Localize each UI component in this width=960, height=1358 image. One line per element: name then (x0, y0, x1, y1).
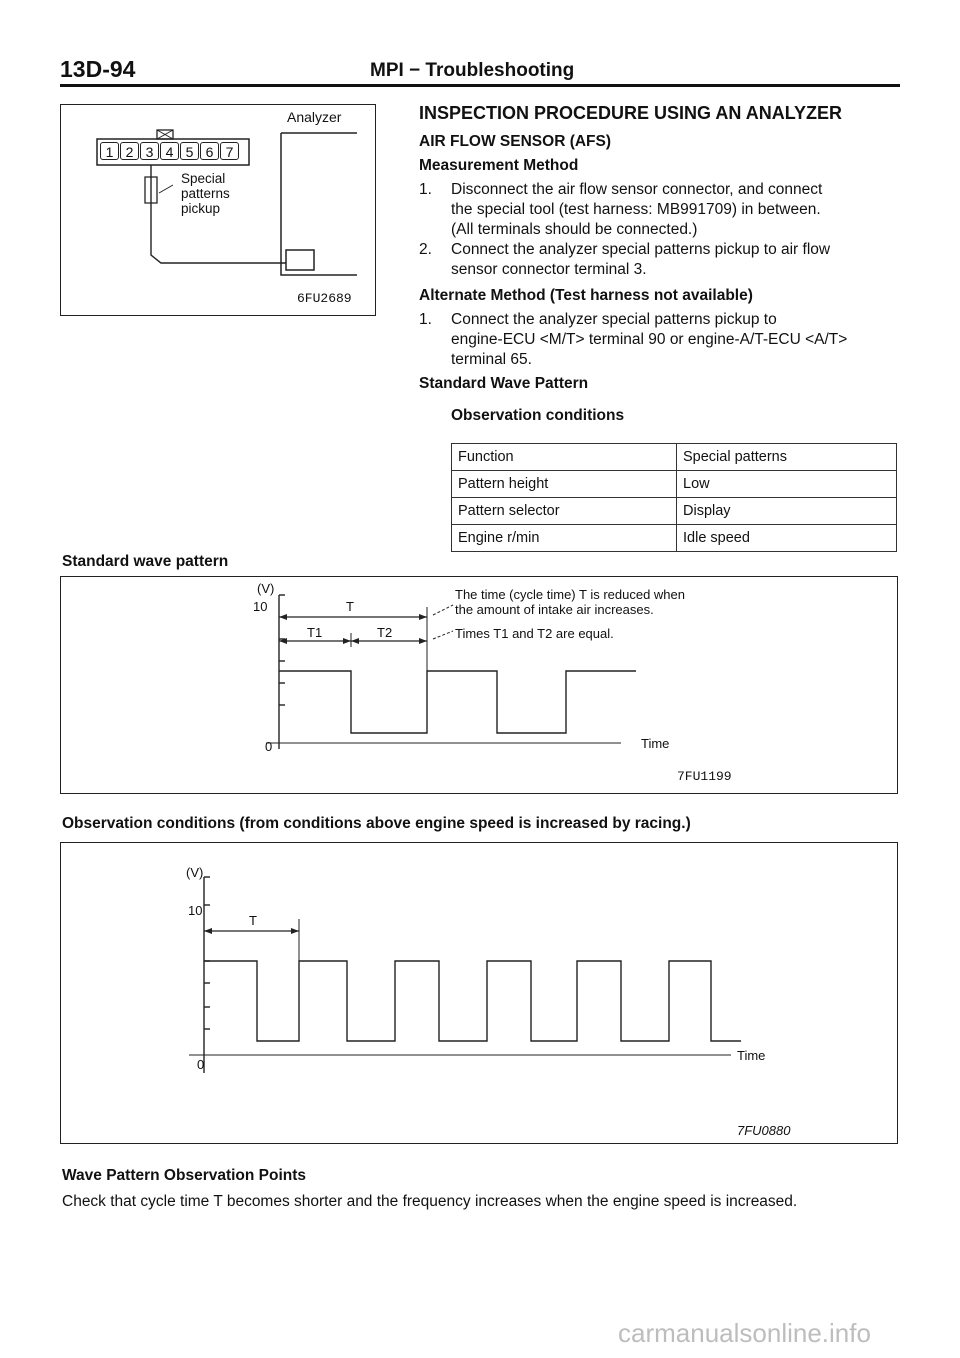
step-line: the special tool (test harness: MB991709) in between. (451, 201, 821, 218)
pickup-label-line: patterns (181, 186, 230, 201)
wave1-t1-label: T1 (307, 625, 323, 640)
wave1-note1 (455, 587, 685, 617)
step-line: Disconnect the air flow sensor connector, and connect (451, 181, 823, 198)
page-number: 13D-94 (60, 56, 136, 82)
connector-pin: 4 (160, 142, 179, 160)
watermark: carmanualsonline.info (618, 1318, 871, 1348)
step-line: Connect the analyzer special patterns pickup to air flow (451, 241, 831, 258)
wave2-y-unit: (V) (186, 865, 204, 880)
wave1-section-label: Standard wave pattern (62, 553, 229, 570)
wave1-x-label: Time (641, 736, 670, 751)
note-line: the amount of intake air increases. (455, 602, 654, 617)
pickup-label-line: Special (181, 171, 226, 186)
wave1-y-zero: 0 (265, 739, 273, 754)
analyzer-jack-icon (286, 250, 314, 270)
connector-pin: 3 (140, 142, 159, 160)
table-cell: Engine r/min (452, 525, 677, 552)
step-line: sensor connector terminal 3. (451, 261, 647, 278)
wave1-t-label: T (346, 599, 354, 614)
analyzer-figure (60, 104, 376, 316)
table-row (452, 471, 897, 498)
procedure-heading: INSPECTION PROCEDURE USING AN ANALYZER (419, 103, 843, 123)
table-cell: Idle speed (677, 525, 897, 552)
header-rule (60, 84, 900, 87)
step-line: engine-ECU <M/T> terminal 90 or engine-A/T-ECU <A/T> (451, 331, 848, 348)
pickup-label-line: pickup (181, 201, 221, 216)
points-title: Wave Pattern Observation Points (62, 1167, 307, 1184)
table-row (452, 498, 897, 525)
step-line: terminal 65. (451, 351, 532, 368)
standard-title: Standard Wave Pattern (419, 375, 589, 392)
figure-code: 6FU2689 (297, 291, 352, 306)
connector-pins (100, 142, 250, 160)
wave2-section-label: Observation conditions (from conditions above engine speed is increased by racing.) (62, 815, 691, 832)
wave2-x-label: Time (737, 1048, 766, 1063)
observation-title: Observation conditions (451, 407, 625, 424)
step-line: Connect the analyzer special patterns pickup to (451, 311, 777, 328)
wave1-y-unit: (V) (257, 581, 275, 596)
conditions-table (451, 443, 897, 552)
connector-pin: 6 (200, 142, 219, 160)
note-line: The time (cycle time) T is reduced when (455, 587, 685, 602)
connector-pin: 1 (100, 142, 119, 160)
table-cell: Low (677, 471, 897, 498)
wave1-figure (60, 576, 898, 794)
table-cell: Function (452, 444, 677, 471)
wave1-t2-label: T2 (377, 625, 393, 640)
wave2-figure (60, 842, 898, 1144)
wave1-y-top: 10 (253, 599, 268, 614)
measurement-title: Measurement Method (419, 157, 579, 174)
wave1-note2: Times T1 and T2 are equal. (455, 626, 614, 641)
step-number: 1. (419, 311, 432, 328)
procedure-subheading: AIR FLOW SENSOR (AFS) (419, 133, 612, 150)
step-line: (All terminals should be connected.) (451, 221, 698, 238)
page-title: MPI − Troubleshooting (370, 60, 575, 81)
table-cell: Display (677, 498, 897, 525)
analyzer-label: Analyzer (287, 109, 342, 125)
connector-pin: 2 (120, 142, 139, 160)
step-number: 2. (419, 241, 432, 258)
table-cell: Pattern selector (452, 498, 677, 525)
wave2-plot (61, 843, 896, 1142)
wave2-y-top: 10 (188, 903, 203, 918)
table-cell: Pattern height (452, 471, 677, 498)
step-number: 1. (419, 181, 432, 198)
table-row (452, 444, 897, 471)
points-text: Check that cycle time T becomes shorter and the frequency increases when the engine speed is increased. (62, 1193, 798, 1210)
connector-pin: 7 (220, 142, 239, 160)
alternate-title: Alternate Method (Test harness not available) (419, 287, 753, 304)
wave1-figure-code: 7FU1199 (677, 769, 732, 784)
table-cell: Special patterns (677, 444, 897, 471)
connector-pin: 5 (180, 142, 199, 160)
table-row (452, 525, 897, 552)
wave2-t-label: T (249, 913, 257, 928)
wave2-y-zero: 0 (197, 1057, 205, 1072)
pickup-label (181, 171, 230, 216)
wave2-figure-code: 7FU0880 (737, 1123, 791, 1138)
